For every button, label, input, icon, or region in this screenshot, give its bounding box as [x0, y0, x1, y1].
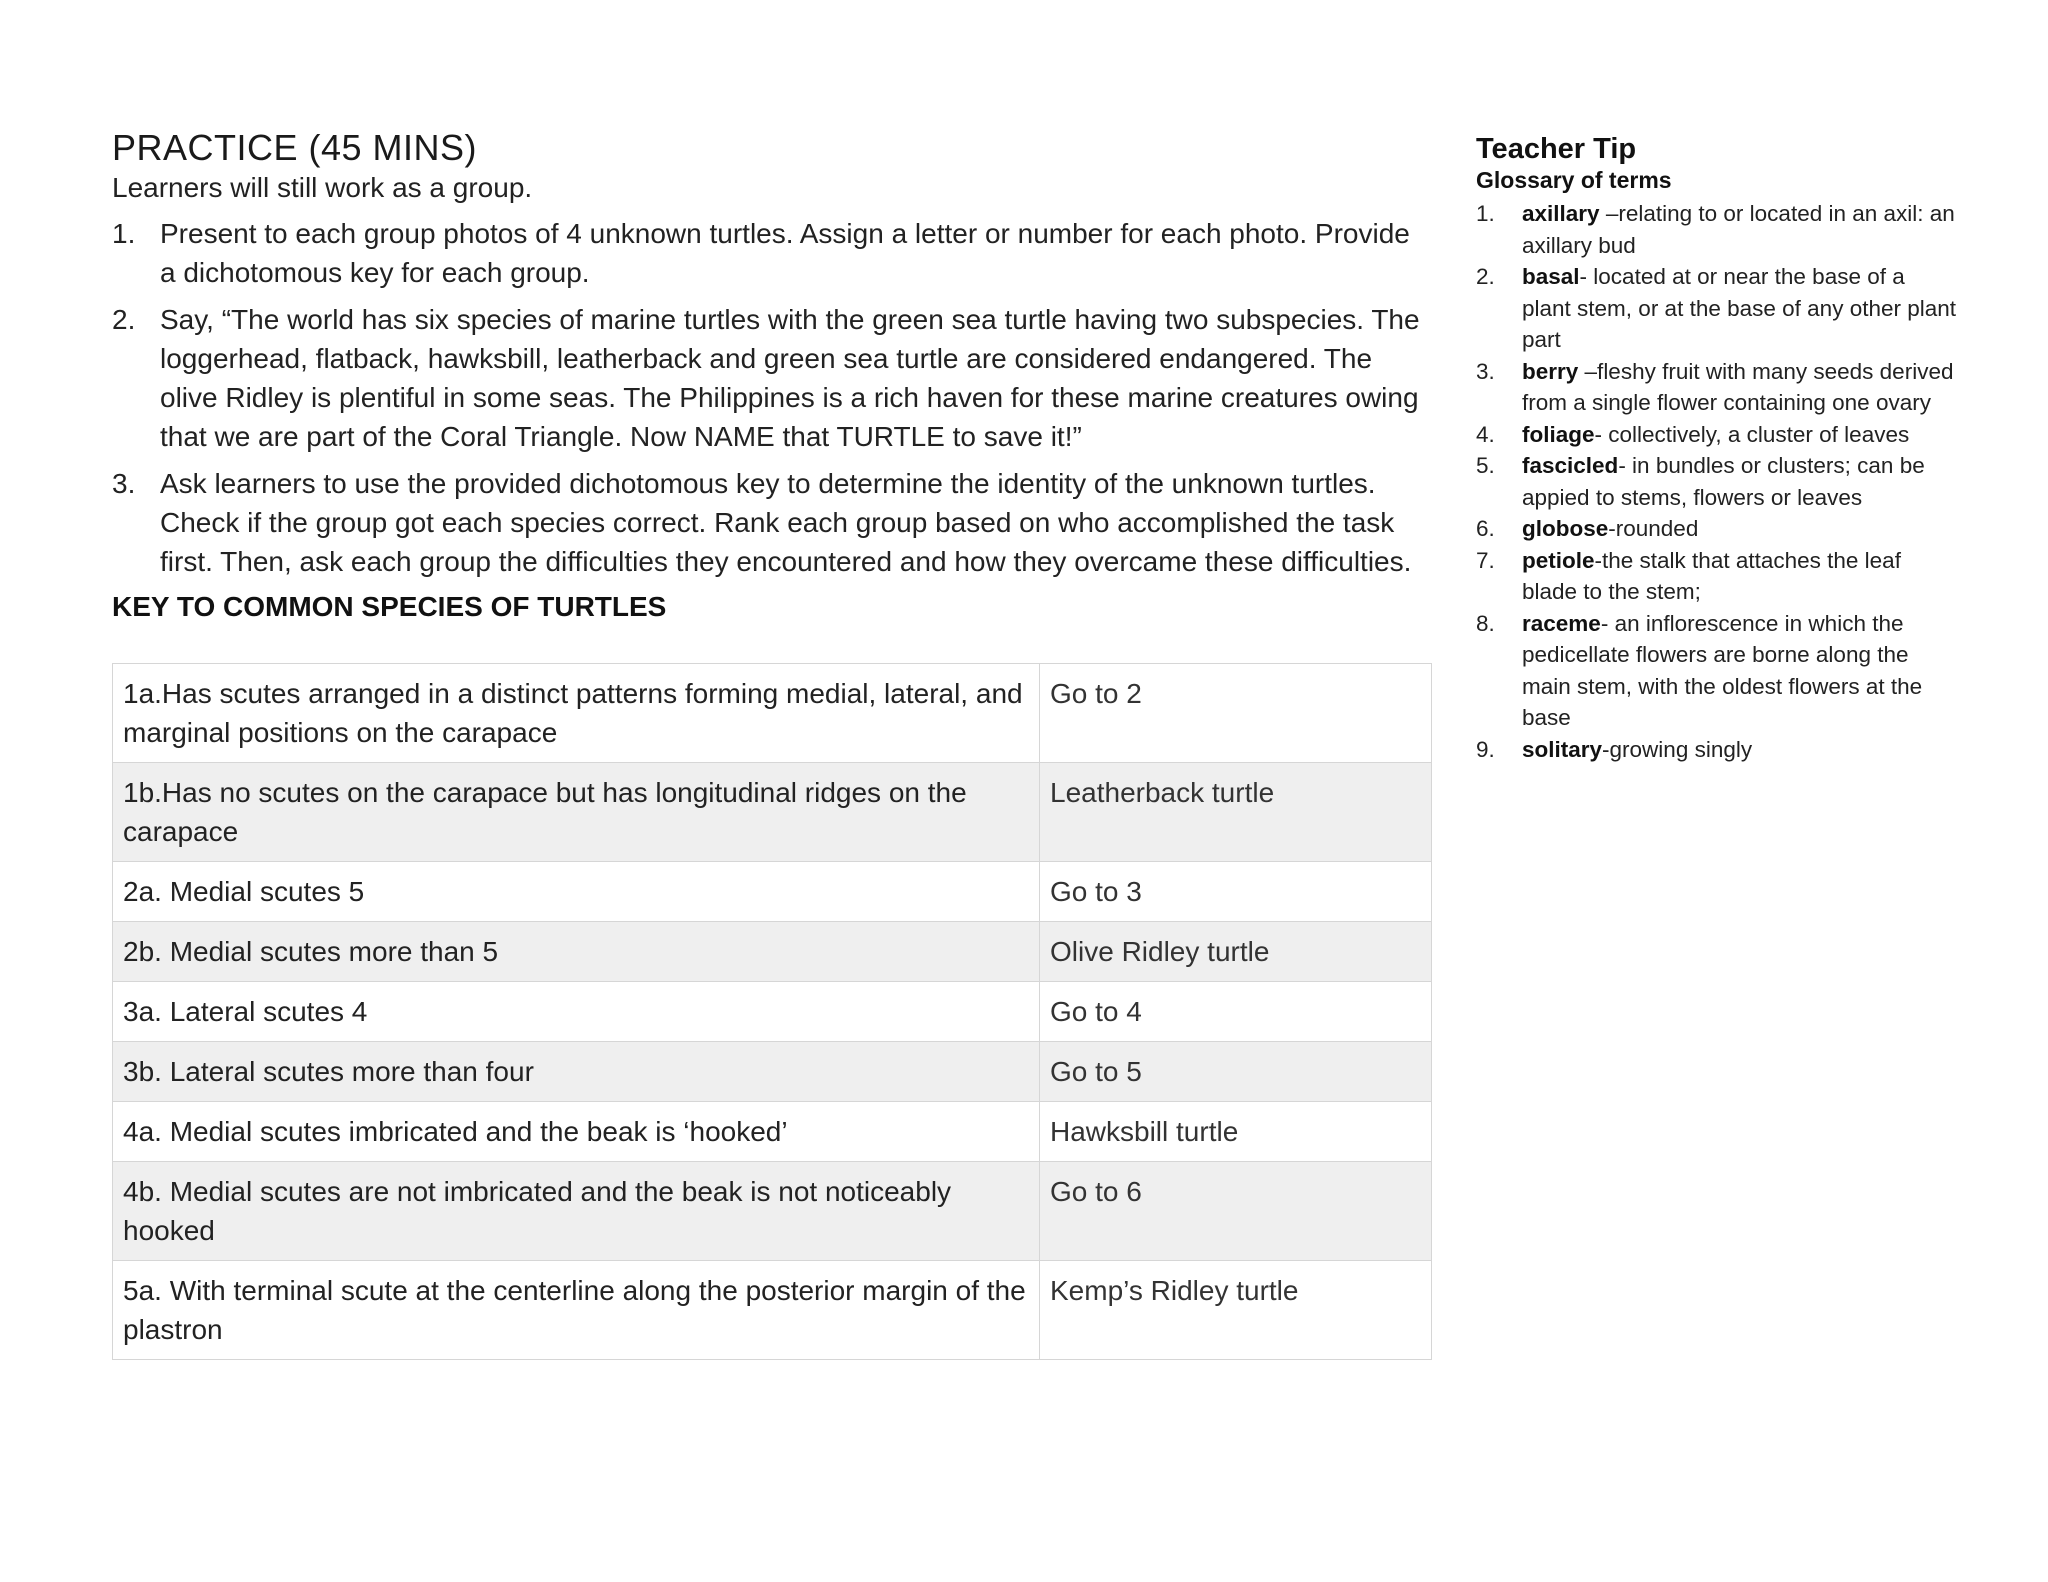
table-cell-description: 2b. Medial scutes more than 5 [113, 922, 1040, 982]
glossary-definition: -rounded [1608, 516, 1699, 541]
glossary-term: raceme [1522, 610, 1601, 636]
table-row [113, 1261, 1432, 1360]
step-text: Present to each group photos of 4 unknown turtles. Assign a letter or number for each photo. Provide a dichotomous key for each group. [160, 218, 1410, 288]
table-row [113, 1042, 1432, 1102]
table-cell-result: Go to 5 [1040, 1042, 1432, 1102]
list-item [112, 214, 1432, 292]
glossary-term: globose [1522, 516, 1609, 541]
glossary-item [1476, 198, 1956, 261]
glossary-item [1476, 513, 1956, 545]
glossary-number: 2. [1476, 264, 1495, 289]
table-cell-result: Kemp’s Ridley turtle [1040, 1261, 1432, 1360]
table-cell-description: 5a. With terminal scute at the centerline along the posterior margin of the plastron [113, 1261, 1040, 1360]
glossary-number: 7. [1476, 547, 1495, 573]
teacher-tip-sidebar [1476, 132, 1956, 765]
teacher-tip-title: Teacher Tip [1476, 133, 1637, 165]
table-cell-result: Olive Ridley turtle [1040, 922, 1432, 982]
glossary-number: 8. [1476, 610, 1495, 636]
table-row [113, 1102, 1432, 1162]
table-cell-description: 3b. Lateral scutes more than four [113, 1042, 1040, 1102]
key-title: KEY TO COMMON SPECIES OF TURTLES [112, 591, 667, 622]
table-cell-description: 1b.Has no scutes on the carapace but has longitudinal ridges on the carapace [113, 763, 1040, 862]
glossary-definition: -growing singly [1602, 736, 1753, 762]
glossary-definition: –fleshy fruit with many seeds derived from a single flower containing one ovary [1522, 358, 1954, 415]
step-number: 2. [112, 304, 136, 335]
glossary-term: axillary [1522, 201, 1600, 226]
glossary-term: berry [1522, 358, 1579, 384]
table-cell-description: 2a. Medial scutes 5 [113, 862, 1040, 922]
glossary-title: Glossary of terms [1476, 167, 1672, 193]
glossary-definition: - in bundles or clusters; can be appied to stems, flowers or leaves [1522, 453, 1925, 510]
steps-list [112, 214, 1432, 581]
glossary-definition: -the stalk that attaches the leaf blade to the stem; [1522, 547, 1901, 604]
list-item [112, 300, 1432, 456]
step-number: 1. [112, 218, 136, 249]
glossary-number: 5. [1476, 453, 1495, 478]
table-row [113, 862, 1432, 922]
table-cell-description: 4a. Medial scutes imbricated and the beak is ‘hooked’ [113, 1102, 1040, 1162]
table-cell-result: Go to 3 [1040, 862, 1432, 922]
glossary-item [1476, 419, 1956, 451]
glossary-term: solitary [1522, 736, 1603, 762]
table-cell-result: Leatherback turtle [1040, 763, 1432, 862]
list-item [112, 464, 1432, 581]
dichotomous-key-table [112, 663, 1432, 1360]
table-cell-result: Go to 4 [1040, 982, 1432, 1042]
glossary-definition: - collectively, a cluster of leaves [1594, 421, 1910, 447]
glossary-term: petiole [1522, 547, 1595, 573]
glossary-list [1476, 198, 1956, 765]
step-text: Ask learners to use the provided dichotomous key to determine the identity of the unknown turtles. Check if the group got each species correct. Rank each group based on who accomplished the task first. Then, ask each group the difficulties they encountered and how they overcame these difficulties. [160, 468, 1412, 577]
table-cell-description: 4b. Medial scutes are not imbricated and the beak is not noticeably hooked [113, 1162, 1040, 1261]
glossary-definition: –relating to or located in an axil: an axillary bud [1522, 201, 1955, 258]
glossary-definition: - located at or near the base of a plant stem, or at the base of any other plant part [1522, 264, 1957, 352]
table-cell-description: 1a.Has scutes arranged in a distinct patterns forming medial, lateral, and marginal positions on the carapace [113, 664, 1040, 763]
table-row [113, 1162, 1432, 1261]
glossary-item [1476, 356, 1956, 419]
glossary-item [1476, 734, 1956, 766]
table-row [113, 664, 1432, 763]
glossary-item [1476, 261, 1956, 356]
glossary-definition: - an inflorescence in which the pedicellate flowers are borne along the main stem, with the oldest flowers at the base [1522, 610, 1923, 730]
step-text: Say, “The world has six species of marine turtles with the green sea turtle having two subspecies. The loggerhead, flatback, hawksbill, leatherback and green sea turtle are considered endangered. The olive Ridley is plentiful in some seas. The Philippines is a rich haven for these marine creatures owing that we are part of the Coral Triangle. Now NAME that TURTLE to save it!” [160, 304, 1420, 452]
table-row [113, 763, 1432, 862]
glossary-item [1476, 450, 1956, 513]
glossary-number: 9. [1476, 736, 1495, 762]
glossary-number: 4. [1476, 421, 1495, 447]
step-number: 3. [112, 468, 136, 499]
glossary-term: foliage [1522, 421, 1595, 447]
page-title: PRACTICE (45 MINS) [112, 127, 478, 168]
glossary-term: basal [1522, 264, 1580, 289]
table-row [113, 982, 1432, 1042]
table-cell-result: Go to 2 [1040, 664, 1432, 763]
table-cell-result: Hawksbill turtle [1040, 1102, 1432, 1162]
glossary-item [1476, 608, 1956, 734]
glossary-number: 6. [1476, 516, 1495, 541]
glossary-number: 1. [1476, 201, 1495, 226]
intro-text: Learners will still work as a group. [112, 172, 533, 203]
glossary-number: 3. [1476, 358, 1495, 384]
practice-section [112, 126, 1432, 1360]
glossary-term: fascicled [1522, 453, 1619, 478]
table-row [113, 922, 1432, 982]
glossary-item [1476, 545, 1956, 608]
table-cell-result: Go to 6 [1040, 1162, 1432, 1261]
table-cell-description: 3a. Lateral scutes 4 [113, 982, 1040, 1042]
